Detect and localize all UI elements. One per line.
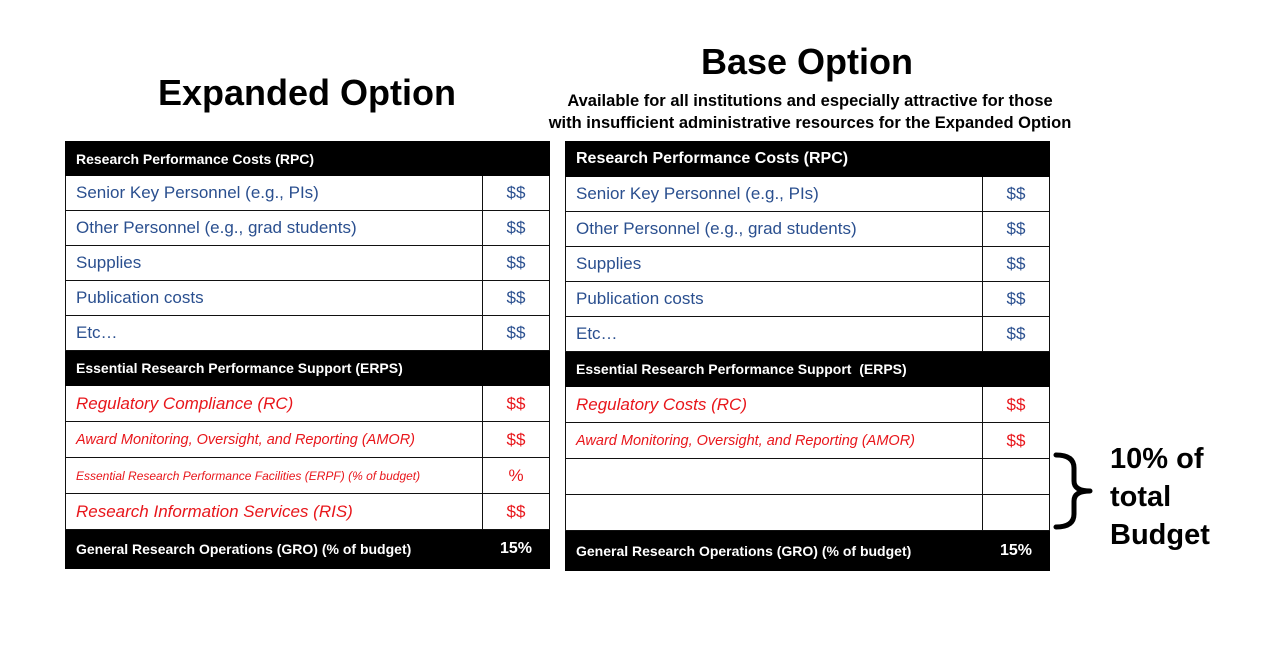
row-label: Other Personnel (e.g., grad students) <box>566 212 983 247</box>
erps-header-row <box>66 351 550 386</box>
row-label: Etc… <box>566 317 983 352</box>
table-row <box>566 387 1050 423</box>
budget-note-line-3: Budget <box>1110 519 1210 551</box>
table-row <box>66 176 550 211</box>
table-row <box>566 317 1050 352</box>
rpc-header-row <box>566 142 1050 177</box>
table-row <box>66 494 550 530</box>
expanded-option-title: Expanded Option <box>157 72 456 113</box>
empty-row <box>566 495 1050 531</box>
row-label: Essential Research Performance Facilities (ERPF) (% of budget) <box>66 458 483 494</box>
row-value <box>983 459 1050 495</box>
row-value: $$ <box>483 422 550 458</box>
table-row <box>566 247 1050 282</box>
row-value: $$ <box>483 246 550 281</box>
row-value: $$ <box>983 177 1050 212</box>
budget-note <box>1110 440 1210 554</box>
expanded-option-table <box>65 141 550 569</box>
gro-value: 15% <box>983 531 1050 571</box>
row-label: Etc… <box>66 316 483 351</box>
rpc-header: Research Performance Costs (RPC) <box>66 142 550 176</box>
table-row <box>66 316 550 351</box>
row-label <box>566 459 983 495</box>
row-label: Research Information Services (RIS) <box>66 494 483 530</box>
base-subtitle-line-2: with insufficient administrative resources for the Expanded Option <box>548 114 1072 132</box>
gro-value: 15% <box>483 530 550 569</box>
base-option-title: Base Option <box>700 41 914 82</box>
table-row <box>566 282 1050 317</box>
row-label <box>566 495 983 531</box>
row-value: $$ <box>483 494 550 530</box>
erps-header: Essential Research Performance Support (ERPS) <box>66 351 550 386</box>
table-row <box>66 246 550 281</box>
table-row <box>66 422 550 458</box>
row-label: Senior Key Personnel (e.g., PIs) <box>566 177 983 212</box>
table-row <box>566 177 1050 212</box>
row-label: Publication costs <box>66 281 483 316</box>
table-row <box>66 211 550 246</box>
base-option-table <box>565 141 1050 571</box>
row-label: Regulatory Costs (RC) <box>566 387 983 423</box>
row-value: $$ <box>483 316 550 351</box>
row-label: Award Monitoring, Oversight, and Reporting (AMOR) <box>566 423 983 459</box>
row-label: Supplies <box>66 246 483 281</box>
row-value: $$ <box>983 423 1050 459</box>
row-value: $$ <box>483 211 550 246</box>
gro-label: General Research Operations (GRO) (% of budget) <box>66 530 483 569</box>
erps-header-row <box>566 352 1050 387</box>
row-value: $$ <box>483 176 550 211</box>
gro-label: General Research Operations (GRO) (% of budget) <box>566 531 983 571</box>
row-value: $$ <box>983 317 1050 352</box>
row-label: Regulatory Compliance (RC) <box>66 386 483 422</box>
row-value: $$ <box>983 387 1050 423</box>
row-value: $$ <box>483 386 550 422</box>
table-row <box>66 458 550 494</box>
row-value: $$ <box>983 212 1050 247</box>
curly-brace-icon <box>1052 452 1106 530</box>
row-label: Publication costs <box>566 282 983 317</box>
gro-row <box>566 531 1050 571</box>
table-row <box>66 386 550 422</box>
row-value: % <box>483 458 550 494</box>
row-label: Award Monitoring, Oversight, and Reporting (AMOR) <box>66 422 483 458</box>
budget-note-line-2: total <box>1110 481 1172 513</box>
row-label: Supplies <box>566 247 983 282</box>
row-label: Other Personnel (e.g., grad students) <box>66 211 483 246</box>
table-row <box>66 281 550 316</box>
table-row <box>566 212 1050 247</box>
budget-note-line-1: 10% of <box>1110 443 1204 475</box>
row-label: Senior Key Personnel (e.g., PIs) <box>66 176 483 211</box>
gro-row <box>66 530 550 569</box>
row-value: $$ <box>983 247 1050 282</box>
table-row <box>566 423 1050 459</box>
row-value: $$ <box>983 282 1050 317</box>
base-subtitle-line-1: Available for all institutions and especially attractive for those <box>567 92 1053 110</box>
rpc-header-row <box>66 142 550 176</box>
base-option-subtitle <box>510 90 1110 134</box>
empty-row <box>566 459 1050 495</box>
rpc-header: Research Performance Costs (RPC) <box>566 142 1050 177</box>
erps-header: Essential Research Performance Support (ERPS) <box>566 352 1050 387</box>
row-value <box>983 495 1050 531</box>
row-value: $$ <box>483 281 550 316</box>
